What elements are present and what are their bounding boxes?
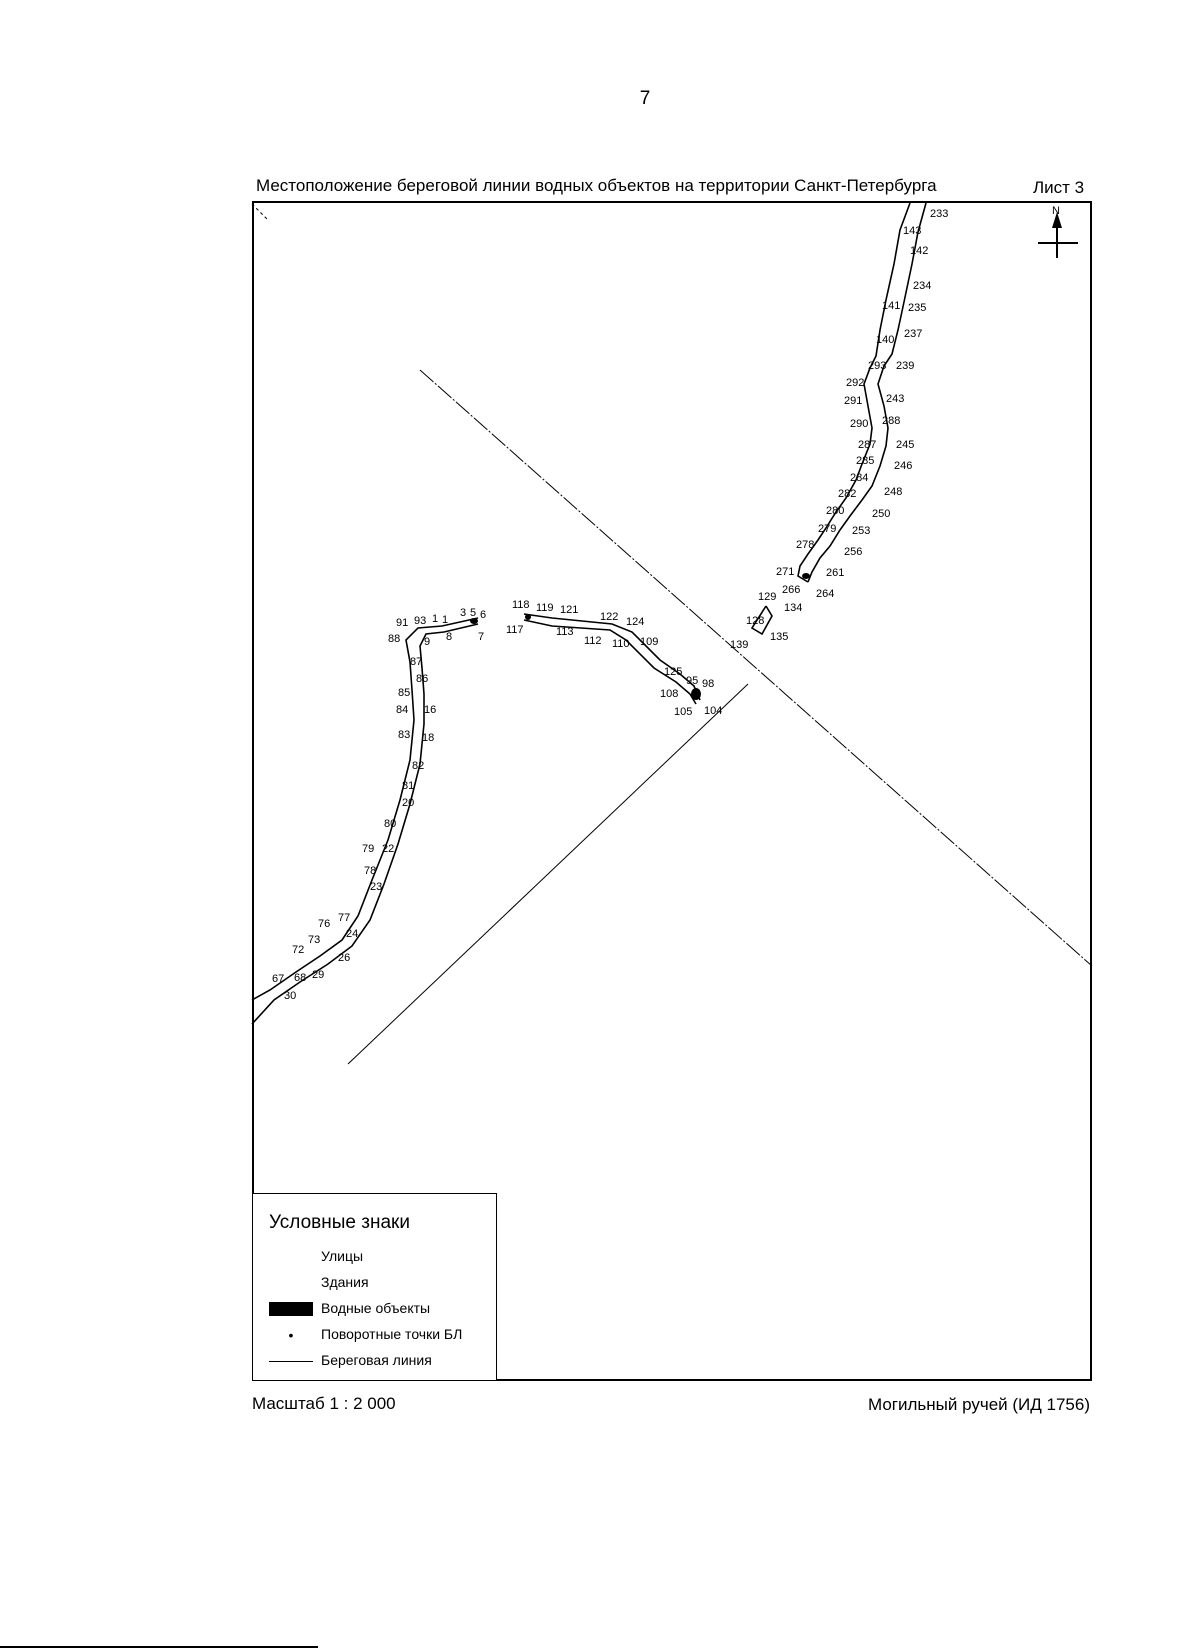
point-label: 234 — [913, 280, 932, 292]
point-label: 118 — [512, 599, 530, 611]
point-label: 140 — [876, 334, 895, 346]
streets-symbol — [269, 1249, 313, 1265]
point-label: 16 — [424, 704, 437, 716]
point-label: 1 — [442, 614, 449, 626]
point-label: 142 — [910, 245, 929, 257]
point-label: 1 — [432, 613, 439, 625]
point-label: 279 — [818, 523, 837, 535]
sheet-label: Лист 3 — [1033, 178, 1085, 197]
map-title: Местоположение береговой линии водных объектов на территории Санкт-Петербурга — [256, 176, 937, 195]
point-label: 128 — [746, 615, 765, 627]
point-label: 108 — [660, 688, 679, 700]
point-label: 91 — [396, 617, 409, 629]
point-label: 3 — [460, 607, 467, 619]
legend-item-label: Береговая линия — [321, 1352, 432, 1368]
point-label: 104 — [704, 705, 723, 717]
point-label: 282 — [838, 488, 857, 500]
point-label: 284 — [850, 472, 869, 484]
point-label: 278 — [796, 539, 815, 551]
point-label: 117 — [506, 624, 524, 636]
north-label: N — [1052, 205, 1060, 217]
point-label: 245 — [896, 439, 915, 451]
point-label: 110 — [612, 638, 630, 650]
street-line-short — [252, 204, 268, 220]
point-label: 235 — [908, 302, 927, 314]
dot-icon: • — [288, 1327, 294, 1343]
point-label: 291 — [844, 395, 863, 407]
point-label: 72 — [292, 944, 305, 956]
point-label: 68 — [294, 972, 307, 984]
point-label: 93 — [414, 615, 427, 627]
point-label-group — [272, 208, 948, 1002]
point-label: 87 — [410, 656, 423, 668]
point-label: 109 — [640, 636, 659, 648]
point-label: 246 — [894, 460, 913, 472]
legend-item-label: Здания — [321, 1274, 369, 1290]
point-label: 79 — [362, 843, 375, 855]
point-label: 98 — [702, 678, 715, 690]
point-label: 271 — [776, 566, 795, 578]
point-label: 287 — [858, 439, 877, 451]
point-label: 88 — [388, 633, 401, 645]
legend-item-streets — [253, 1247, 498, 1267]
point-label: 290 — [850, 418, 869, 430]
point-label: 237 — [904, 328, 923, 340]
point-label: 135 — [770, 631, 789, 643]
point-label: 82 — [412, 760, 425, 772]
point-label: 233 — [930, 208, 949, 220]
point-label: 85 — [398, 687, 411, 699]
point-label: 86 — [416, 673, 429, 685]
line-icon — [269, 1361, 313, 1362]
point-label: 113 — [556, 626, 574, 638]
point-label: 105 — [674, 706, 693, 718]
buildings-symbol — [269, 1275, 313, 1291]
point-label: 139 — [730, 639, 749, 651]
point-label: 77 — [338, 912, 351, 924]
point-label: 119 — [536, 602, 554, 614]
point-label: 264 — [816, 588, 835, 600]
point-label: 125 — [664, 666, 683, 678]
point-label: 6 — [480, 609, 487, 621]
point-label: 83 — [398, 729, 411, 741]
point-label: 76 — [318, 918, 331, 930]
point-label: 24 — [346, 928, 359, 940]
point-label: 23 — [370, 881, 383, 893]
scale-label: Масштаб 1 : 2 000 — [252, 1394, 396, 1413]
point-label: 134 — [784, 602, 803, 614]
water-swatch-icon — [269, 1302, 313, 1316]
point-label: 81 — [402, 780, 415, 792]
point-label: 78 — [364, 865, 377, 877]
point-label: 112 — [584, 635, 602, 647]
shoreline-sw-outer — [252, 618, 478, 1000]
point-label: 29 — [312, 969, 325, 981]
point-label: 8 — [446, 631, 453, 643]
point-label: 80 — [384, 818, 397, 830]
legend — [252, 1193, 497, 1381]
point-label: 5 — [470, 607, 477, 619]
legend-item-turning-points — [253, 1325, 498, 1345]
point-label: 73 — [308, 934, 321, 946]
point-label: 293 — [868, 360, 887, 372]
point-label: 141 — [882, 300, 901, 312]
legend-item-label: Водные объекты — [321, 1300, 431, 1316]
point-label: 7 — [478, 631, 485, 643]
point-label: 250 — [872, 508, 891, 520]
point-label: 288 — [882, 415, 901, 427]
point-label: 285 — [856, 455, 875, 467]
point-label: 280 — [826, 505, 845, 517]
north-arrow-icon — [1038, 212, 1078, 258]
point-label: 95 — [686, 675, 699, 687]
street-line-lower — [348, 684, 748, 1064]
legend-item-water — [253, 1299, 498, 1319]
point-label: 292 — [846, 377, 865, 389]
point-label: 20 — [402, 797, 415, 809]
legend-title: Условные знаки — [269, 1212, 410, 1233]
object-name-label: Могильный ручей (ИД 1756) — [868, 1395, 1090, 1414]
point-label: 143 — [903, 225, 922, 237]
point-label: 84 — [396, 704, 409, 716]
point-label: 253 — [852, 525, 871, 537]
point-label: 256 — [844, 546, 863, 558]
point-label: 26 — [338, 952, 351, 964]
point-label: 22 — [382, 843, 395, 855]
point-label: 124 — [626, 616, 645, 628]
point-label: 261 — [826, 567, 845, 579]
point-label: 122 — [600, 611, 619, 623]
point-label: 9 — [424, 636, 431, 648]
legend-item-label: Улицы — [321, 1248, 364, 1264]
legend-item-label: Поворотные точки БЛ — [321, 1326, 463, 1342]
point-label: 121 — [560, 604, 579, 616]
point-label: 18 — [422, 732, 435, 744]
point-label: 266 — [782, 584, 801, 596]
point-label: 30 — [284, 990, 297, 1002]
legend-item-buildings — [253, 1273, 498, 1293]
point-label: 239 — [896, 360, 915, 372]
point-label: 129 — [758, 591, 777, 603]
footer-divider — [0, 1646, 318, 1648]
street-line-upper — [420, 370, 1092, 966]
legend-item-shoreline — [253, 1351, 498, 1371]
point-label: 248 — [884, 486, 903, 498]
page-number: 7 — [639, 88, 651, 109]
shoreline-sw-inner — [252, 624, 478, 1024]
point-label: 243 — [886, 393, 905, 405]
point-label: 67 — [272, 973, 285, 985]
